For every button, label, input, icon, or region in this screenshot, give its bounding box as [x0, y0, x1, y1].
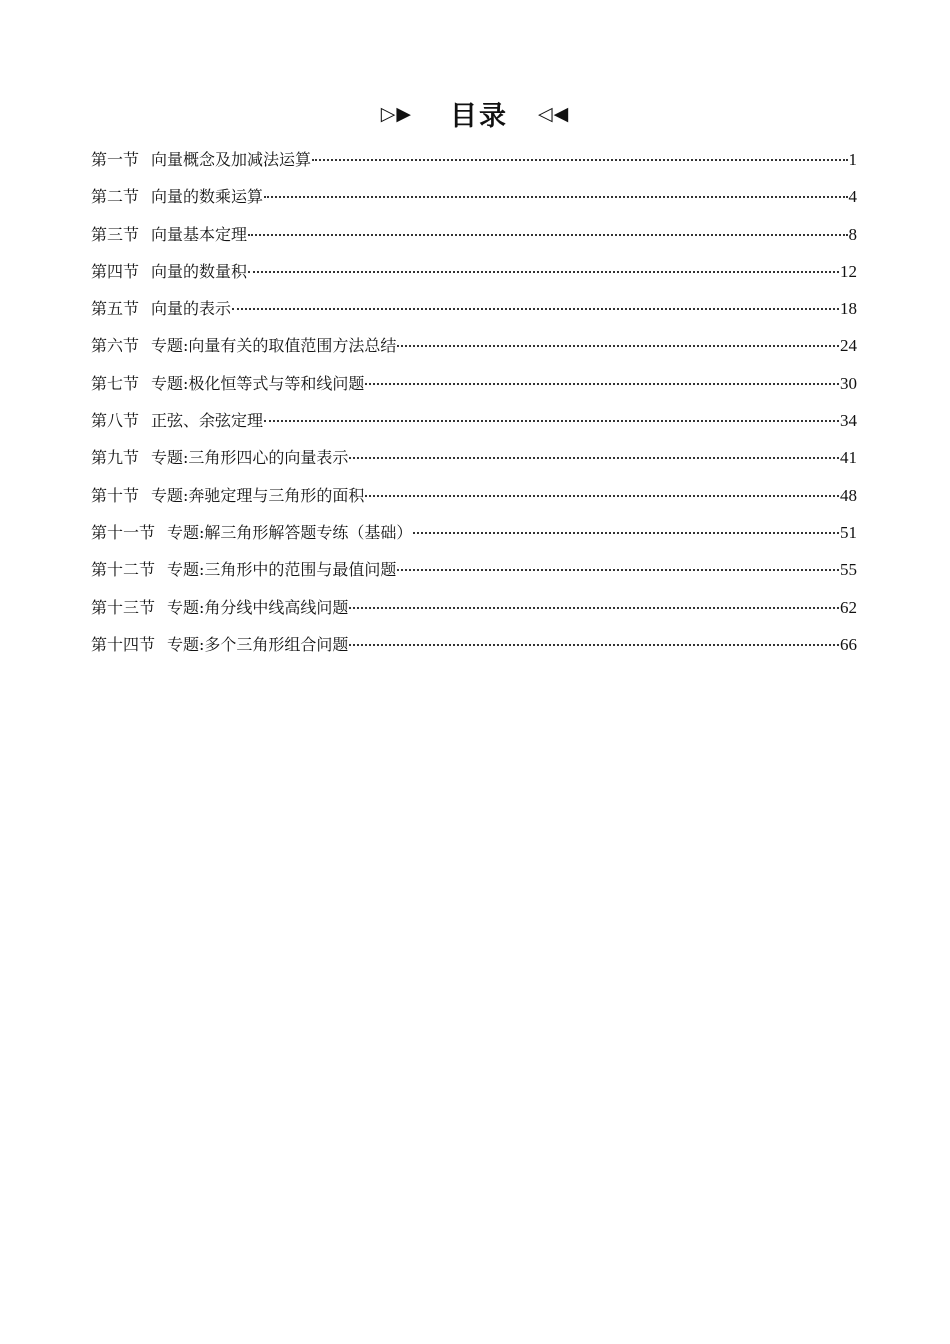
triangle-arrows-right-icon: ▷▶ — [380, 102, 412, 125]
toc-entry-title: 专题:向量有关的取值范围方法总结 — [151, 336, 397, 356]
dot-leader — [312, 158, 847, 161]
toc-entry-page-number: 8 — [848, 224, 857, 244]
dot-leader — [397, 568, 839, 571]
toc-entry-section: 第十三节 — [91, 597, 156, 617]
toc-entry-section: 第三节 — [91, 224, 140, 244]
toc-entry[interactable] — [91, 589, 857, 626]
toc-entry-title: 向量基本定理 — [151, 224, 248, 244]
toc-entry-page-number: 55 — [840, 560, 857, 580]
dot-leader — [248, 270, 839, 273]
toc-entry-section: 第四节 — [91, 261, 140, 281]
dot-leader — [264, 195, 847, 198]
dot-leader — [349, 606, 839, 609]
toc-entry[interactable] — [91, 626, 857, 663]
toc-entry[interactable] — [91, 551, 857, 588]
toc-entry-page-number: 51 — [840, 522, 857, 542]
toc-entry[interactable] — [91, 141, 857, 178]
toc-entry-section: 第一节 — [91, 150, 140, 169]
dot-leader — [349, 456, 839, 459]
toc-entry-title: 专题:三角形中的范围与最值问题 — [167, 560, 397, 580]
dot-leader — [248, 233, 847, 236]
toc-entry-page-number: 24 — [840, 336, 857, 356]
toc-entry-section: 第五节 — [91, 299, 140, 319]
toc-title: 目录 — [450, 100, 508, 132]
toc-entry-section: 第十四节 — [91, 634, 156, 654]
toc-entry[interactable] — [91, 253, 857, 290]
toc-entry-title: 专题:角分线中线高线问题 — [167, 597, 349, 617]
toc-entry-title: 专题:多个三角形组合问题 — [167, 634, 349, 654]
toc-entry-page-number: 30 — [840, 373, 857, 393]
triangle-arrows-left-icon: ◁◀ — [538, 102, 570, 125]
dot-leader — [232, 307, 839, 310]
toc-entry-title: 向量的数乘运算 — [151, 187, 264, 207]
toc-entry-page-number: 4 — [848, 187, 857, 207]
toc-entry-page-number: 12 — [840, 261, 857, 281]
toc-entry-title: 专题:三角形四心的向量表示 — [151, 448, 349, 468]
dot-leader — [413, 531, 839, 534]
toc-entry-title: 专题:极化恒等式与等和线问题 — [151, 373, 365, 393]
toc-entry[interactable] — [91, 327, 857, 364]
toc-entry-section: 第八节 — [91, 411, 140, 431]
toc-entry-section: 第十节 — [91, 485, 140, 505]
dot-leader — [264, 419, 839, 422]
toc-entry-page-number: 1 — [848, 150, 857, 169]
dot-leader — [365, 494, 839, 497]
toc-entry-page-number: 66 — [840, 634, 857, 654]
table-of-contents — [91, 141, 857, 663]
toc-entry[interactable] — [91, 514, 857, 551]
toc-entry-section: 第六节 — [91, 336, 140, 356]
toc-entry-page-number: 18 — [840, 299, 857, 319]
toc-entry-title: 专题:解三角形解答题专练（基础） — [167, 522, 413, 542]
toc-entry[interactable] — [91, 365, 857, 402]
toc-entry[interactable] — [91, 178, 857, 215]
dot-leader — [349, 643, 839, 646]
toc-entry-title: 向量的数量积 — [151, 261, 248, 281]
dot-leader — [365, 382, 839, 385]
toc-entry-section: 第十二节 — [91, 560, 156, 580]
dot-leader — [397, 344, 839, 347]
toc-entry-title: 正弦、余弦定理 — [151, 411, 264, 431]
toc-entry-section: 第九节 — [91, 448, 140, 468]
toc-entry[interactable] — [91, 290, 857, 327]
toc-entry-section: 第十一节 — [91, 522, 156, 542]
toc-entry-page-number: 48 — [840, 485, 857, 505]
toc-entry[interactable] — [91, 439, 857, 476]
toc-entry-page-number: 34 — [840, 411, 857, 431]
toc-entry[interactable] — [91, 402, 857, 439]
toc-entry-page-number: 62 — [840, 597, 857, 617]
toc-entry-title: 向量的表示 — [151, 299, 232, 319]
toc-header — [0, 94, 950, 138]
toc-entry-section: 第七节 — [91, 373, 140, 393]
toc-entry-section: 第二节 — [91, 187, 140, 207]
toc-entry-title: 向量概念及加减法运算 — [151, 150, 312, 169]
toc-entry-title: 专题:奔驰定理与三角形的面积 — [151, 485, 365, 505]
toc-entry-page-number: 41 — [840, 448, 857, 468]
toc-entry[interactable] — [91, 477, 857, 514]
toc-entry[interactable] — [91, 216, 857, 253]
